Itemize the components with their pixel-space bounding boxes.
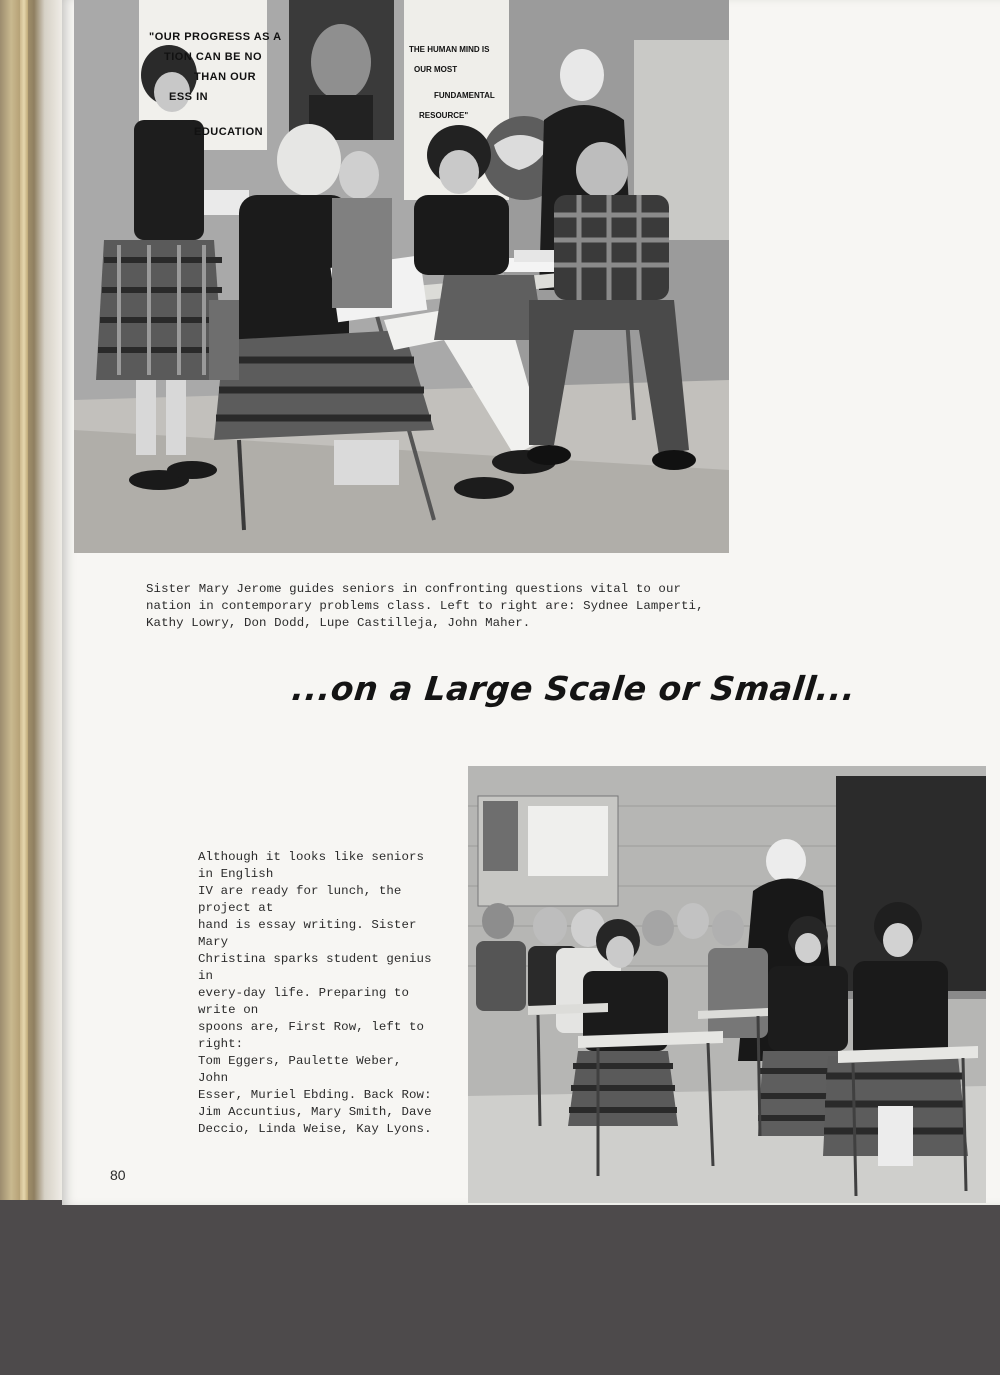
poster-left-line-5: EDUCATION: [194, 126, 264, 138]
poster-right-line-1: THE HUMAN MIND IS: [409, 45, 490, 54]
bottom-photo-illustration: [468, 766, 986, 1203]
poster-right-line-4: RESOURCE": [419, 111, 469, 120]
poster-left-line-4: ESS IN: [169, 91, 209, 103]
poster-left-line-2: TION CAN BE NO: [164, 51, 263, 63]
page-headline: ...on a Large Scale or Small...: [289, 669, 858, 708]
book-binding: [0, 0, 62, 1200]
classroom-photo-bottom: [468, 766, 986, 1203]
page-number: 80: [110, 1167, 126, 1183]
poster-left-line-1: "OUR PROGRESS AS A: [149, 31, 282, 43]
classroom-photo-top: [74, 0, 729, 553]
yearbook-page: [62, 0, 1000, 1205]
poster-right-line-2: OUR MOST: [414, 65, 458, 74]
binding-edge: [20, 0, 28, 1200]
top-photo-caption: Sister Mary Jerome guides seniors in confronting questions vital to our nation in contemporary problems class. Left to right are: Sydnee Lamperti, Kathy Lowry, Don Dodd, Lupe Castilleja, John Maher.: [146, 582, 704, 631]
top-photo-illustration: [74, 0, 729, 553]
poster-right-line-3: FUNDAMENTAL: [434, 91, 495, 100]
poster-left-line-3: THAN OUR: [194, 71, 257, 83]
bottom-photo-caption: Although it looks like seniors in English IV are ready for lunch, the project at hand is essay writing. Sister Mary Christina sparks student genius in every-day life. Preparing to write on spoons are, First Row, left to right: Tom Eggers, Paulette Weber, John Esser, Muriel Ebding. Back Row: Jim Accuntius, Mary Smith, Dave Deccio, Linda Weise, Kay Lyons.: [198, 850, 432, 1137]
